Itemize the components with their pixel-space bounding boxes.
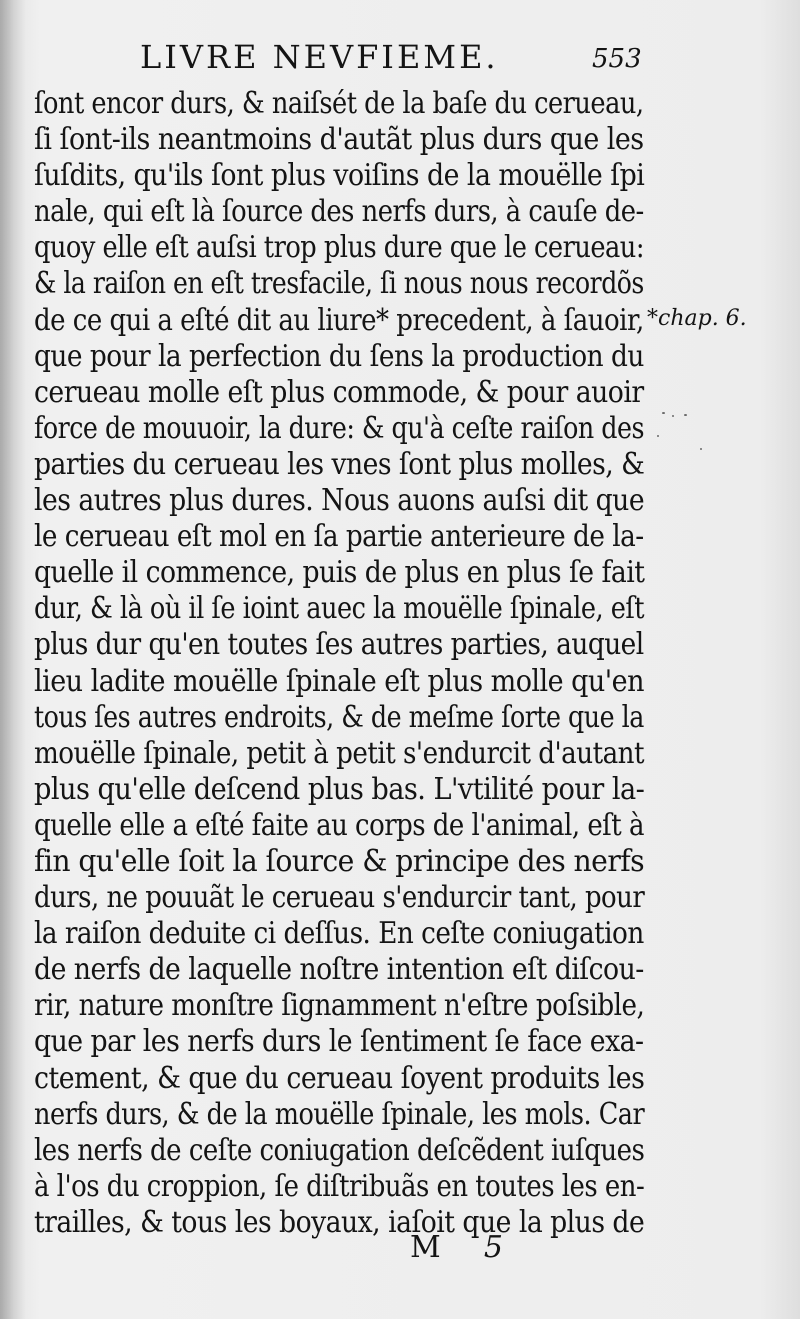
text-line: de nerfs de laquelle noſtre intention eſt diſcou- [34, 952, 644, 988]
text-line: que par les nerfs durs le ſentiment ſe face exa- [34, 1024, 644, 1060]
text-line: plus dur qu'en toutes ſes autres parties, auquel [34, 627, 644, 663]
ink-speck [684, 414, 687, 416]
text-line: à l'os du croppion, ſe diſtribuãs en toutes les en- [34, 1168, 645, 1204]
text-line: ſont encor durs, & naiſsét de la baſe du cerueau, [34, 86, 644, 121]
ink-speck [657, 435, 659, 437]
margin-note: *chap. 6. [647, 306, 747, 331]
text-line: parties du cerueau les vnes ſont plus molles, & [34, 446, 645, 482]
text-line: que pour la perfection du ſens la production du [34, 338, 644, 374]
running-head: LIVRE NEVFIEME. [140, 38, 499, 76]
text-line: de ce qui a eſté dit au liure* precedent, à ſauoir, [34, 302, 644, 338]
page-number: 553 [592, 44, 642, 74]
text-line: nale, qui eſt là ſource des nerfs durs, à cauſe de- [34, 194, 644, 230]
text-line: le cerueau eſt mol en ſa partie anterieure de la- [34, 519, 644, 555]
text-line: quelle elle a eſté faite au corps de l'animal, eſt à [34, 807, 644, 843]
page-header [140, 38, 660, 78]
text-line: les nerfs de ceſte coniugation deſcẽdent iuſques [34, 1132, 645, 1168]
text-line: tous ſes autres endroits, & de meſme ſorte que la [34, 699, 644, 735]
text-line: & la raiſon en eſt tresfacile, ſi nous nous recordõs [34, 266, 644, 302]
signature-mark: M [410, 1230, 441, 1265]
text-line: ſi ſont-ils neantmoins d'autãt plus durs que les [34, 122, 644, 158]
text-line: mouëlle ſpinale, petit à petit s'endurcit d'autant [34, 735, 644, 771]
body-text [34, 86, 644, 1241]
text-line: rir, nature monſtre ſignamment n'eſtre poſsible, [34, 988, 645, 1024]
text-line: nerfs durs, & de la mouëlle ſpinale, les mols. Car [34, 1096, 645, 1132]
text-line: force de mouuoir, la dure: & qu'à ceſte raiſon des [34, 410, 644, 446]
text-line: trailles, & tous les boyaux, iaſoit que la plus de [34, 1204, 645, 1240]
text-line: cerueau molle eſt plus commode, & pour auoir [34, 374, 644, 410]
text-line: durs, ne pouuãt le cerueau s'endurcir tant, pour [34, 880, 645, 916]
gathering-number: 5 [483, 1230, 503, 1265]
text-line: ſuſdits, qu'ils ſont plus voiſins de la mouëlle ſpi [34, 158, 645, 194]
text-line: ctement, & que du cerueau ſoyent produits les [34, 1060, 645, 1096]
text-line: les autres plus dures. Nous auons auſsi dit que [34, 483, 645, 519]
ink-speck [662, 412, 665, 414]
text-line: lieu ladite mouëlle ſpinale eſt plus molle qu'en [34, 663, 645, 699]
text-line: quelle il commence, puis de plus en plus ſe fait [34, 555, 645, 591]
text-line: la raiſon deduite ci deſſus. En ceſte coniugation [34, 916, 644, 952]
page-footer [410, 1230, 503, 1270]
text-line: dur, & là où il ſe ioint auec la mouëlle ſpinale, eſt [34, 591, 645, 627]
gutter-shadow [0, 0, 26, 1319]
text-line: plus qu'elle deſcend plus bas. L'vtilité pour la- [34, 771, 645, 807]
ink-speck [700, 448, 702, 450]
ink-speck [672, 415, 674, 417]
text-line: quoy elle eſt auſsi trop plus dure que le cerueau: [34, 230, 644, 266]
text-line: fin qu'elle ſoit la ſource & principe des nerfs [34, 843, 645, 879]
